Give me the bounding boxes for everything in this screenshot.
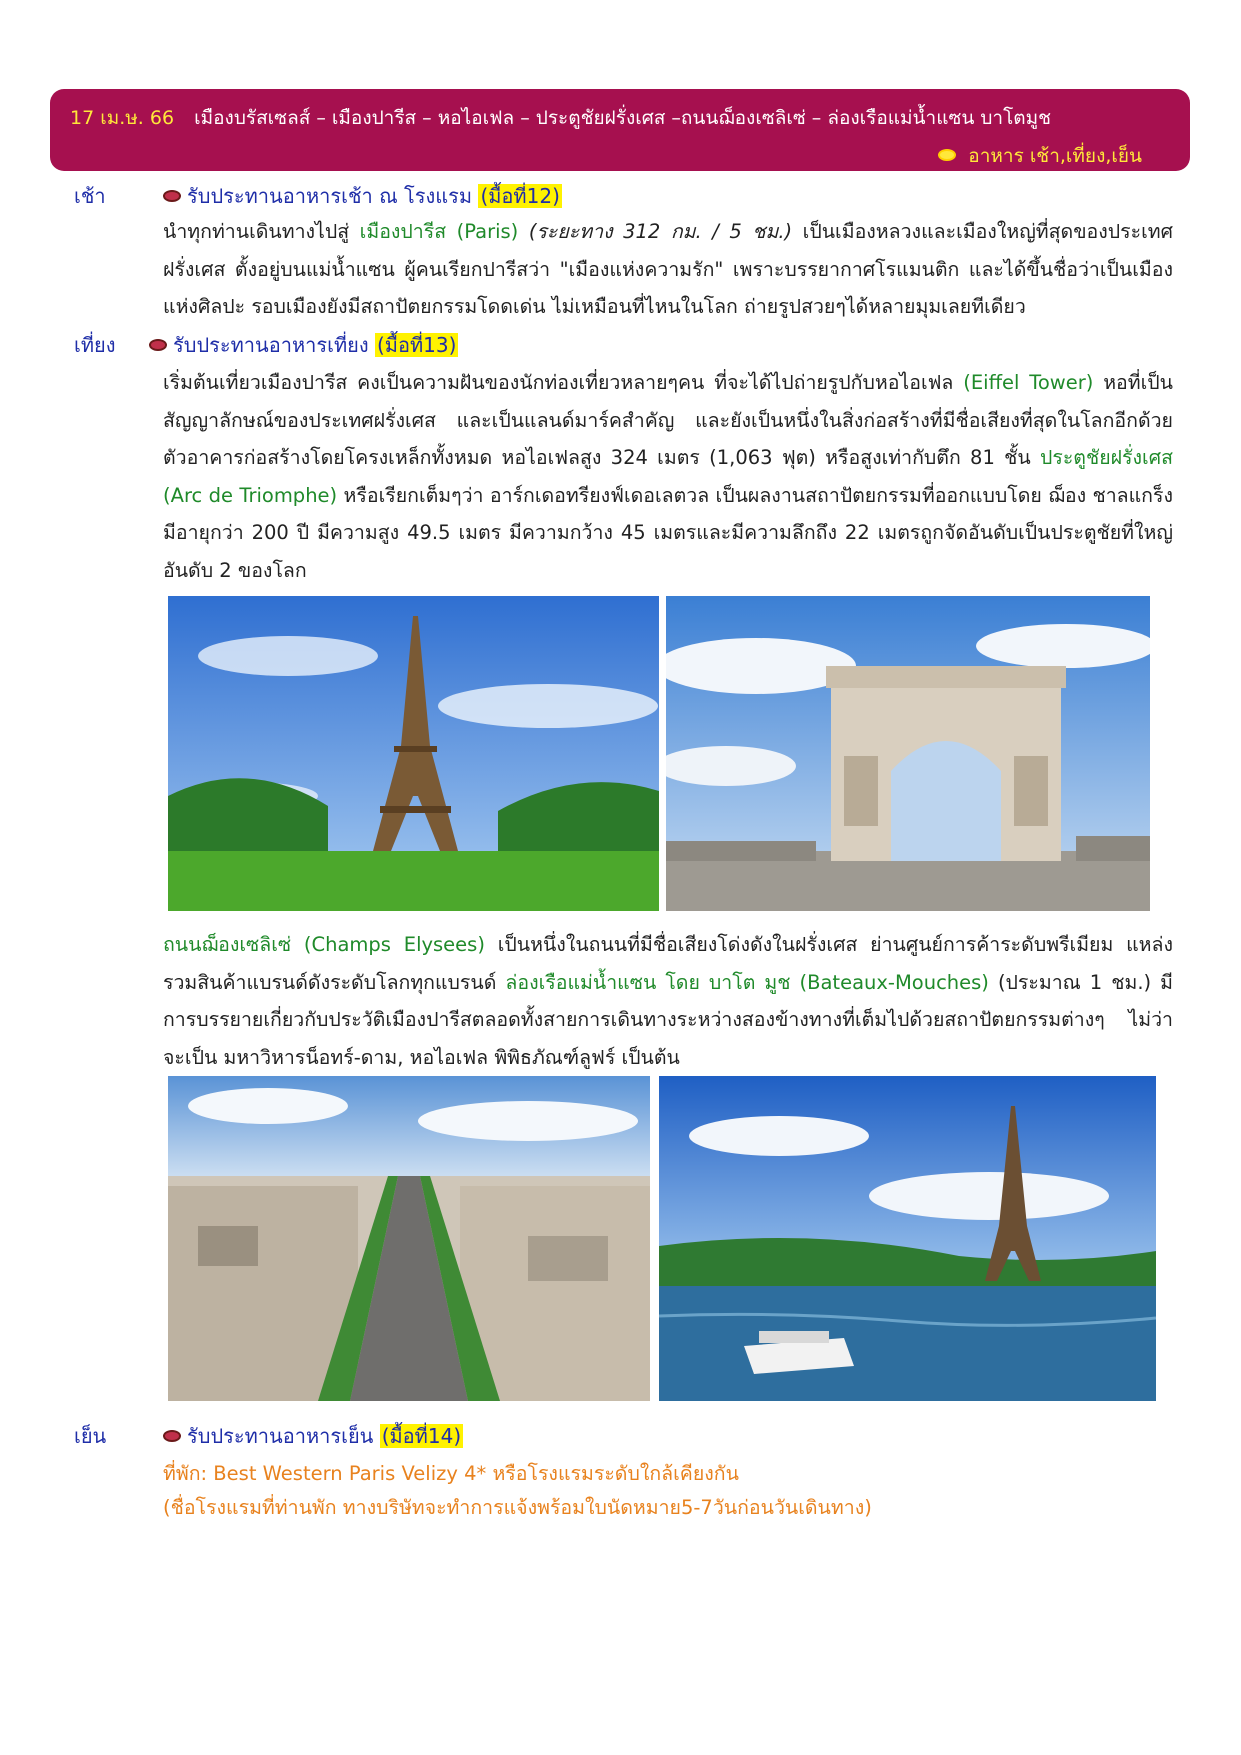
- para1-text-a: นำทุกท่านเดินทางไปสู่: [163, 220, 360, 243]
- day-route: เมืองบรัสเซลส์ – เมืองปารีส – หอไอเฟล – ประตูชัยฝรั่งเศส –ถนนฌ็องเซลิเซ่ – ล่องเรือแม่น้ำแซน บาโตมูช: [194, 107, 1052, 129]
- para1-text-b: เป็นเมืองหลวงและเมืองใหญ่ที่สุดของประเทศฝรั่งเศส ตั้งอยู่บนแม่น้ำแซน ผู้คนเรียกปารีสว่า "เมืองแห่งความรัก" เพราะบรรยากาศโรแมนติก และได้ขึ้นชื่อว่าเป็นเมืองแห่งศิลปะ รอบเมืองยังมีสถาปัตยกรรมโดดเด่น ไม่เหมือนที่ไหนในโลก ถ่ายรูปสวยๆได้หลายมุมเลยทีเดียว: [163, 220, 1174, 318]
- lunch-label: เที่ยง: [74, 333, 116, 357]
- arc-name: ประตูชัยฝรั่งเศส (Arc de Triomphe): [163, 446, 1173, 507]
- plate-icon: [149, 339, 167, 351]
- day-header-banner: [50, 89, 1190, 171]
- day-header-line: [70, 103, 1170, 133]
- plate-icon: [163, 1430, 181, 1442]
- champs-name: ถนนฌ็องเซลิเซ่ (Champs Elysees): [163, 933, 485, 956]
- breakfast-row: [163, 180, 562, 212]
- photo-champs-elysees: [168, 1076, 650, 1401]
- plate-icon: [938, 149, 956, 161]
- eiffel-name: (Eiffel Tower): [963, 371, 1094, 394]
- day-meals-text: อาหาร เช้า,เที่ยง,เย็น: [968, 145, 1142, 167]
- photo-eiffel-tower: [168, 596, 659, 911]
- photo-arc-de-triomphe: [666, 596, 1150, 911]
- photo-seine-cruise: [659, 1076, 1156, 1401]
- lunch-meal-number: (มื้อที่13): [376, 333, 457, 357]
- paragraph-eiffel-arc: [163, 364, 1173, 589]
- hotel-name: ที่พัก: Best Western Paris Velizy 4* หรือโรงแรมระดับใกล้เคียงกัน: [163, 1462, 739, 1485]
- para1-distance: (ระยะทาง 312 กม. / 5 ชม.): [518, 220, 803, 243]
- day-meals: [70, 141, 1170, 171]
- para3-text-a: เป็นหนึ่งในถนนที่มีชื่อเสียงโด่งดังในฝรั่งเศส ย่านศูนย์การค้าระดับพรีเมียม แหล่งรวมสินค้าแบรนด์ดังระดับโลกทุกแบรนด์: [163, 933, 1174, 994]
- para2-text-c: หรือเรียกเต็มๆว่า อาร์กเดอทรียงฟ์เดอเลตวล เป็นผลงานสถาปัตยกรรมที่ออกแบบโดย ฌ็อง ชาลแกร็ง มีอายุกว่า 200 ปี มีความสูง 49.5 เมตร มีความกว้าง 45 เมตรและมีความลึกถึง 22 เมตรถูกจัดอันดับเป็นประตูชัยที่ใหญ่อันดับ 2 ของโลก: [163, 483, 1173, 582]
- para3-text-b: (ประมาณ 1 ชม.) มีการบรรยายเกี่ยวกับประวัติเมืองปารีสตลอดทั้งสายการเดินทางระหว่างสองข้างทางที่เต็มไปด้วยสถาปัตยกรรมต่างๆ ไม่ว่าจะเป็น มหาวิหารน็อทร์-ดาม, หอไอเฟล พิพิธภัณฑ์ลูฟร์ เป็นต้น: [163, 970, 1173, 1069]
- paragraph-champs-cruise: [163, 926, 1173, 1076]
- para2-text-b: หอที่เป็นสัญญาลักษณ์ของประเทศฝรั่งเศส และเป็นแลนด์มาร์คสำคัญ และยังเป็นหนึ่งในสิ่งก่อสร้างที่มีชื่อเสียงที่สุดในโลกอีกด้วย ตัวอาคารก่อสร้างโดยโครงเหล็กทั้งหมด หอไอเฟลสูง 324 เมตร (1,063 ฟุต) หรือสูงเท่ากับตึก 81 ชั้น: [163, 371, 1173, 469]
- paris-link-text: เมืองปารีส (Paris): [359, 220, 519, 243]
- plate-icon: [163, 190, 181, 202]
- para2-text-a: เริ่มต้นเที่ยวเมืองปารีส คงเป็นความฝันของนักท่องเที่ยวหลายๆคน ที่จะได้ไปถ่ายรูปกับหอไอเฟล: [163, 371, 964, 394]
- dinner-row: [163, 1420, 463, 1452]
- cruise-name: ล่องเรือแม่น้ำแซน โดย บาโต มูช (Bateaux-Mouches): [505, 970, 989, 994]
- dinner-label: เย็น: [74, 1424, 107, 1448]
- dinner-meal-number: (มื้อที่14): [381, 1424, 462, 1448]
- day-date: 17 เม.ษ. 66: [70, 107, 175, 129]
- lunch-row: [149, 329, 458, 361]
- paragraph-paris-intro: [163, 213, 1173, 326]
- breakfast-meal-number: (มื้อที่12): [480, 184, 560, 208]
- hotel-note: (ชื่อโรงแรมที่ท่านพัก ทางบริษัทจะทำการแจ้งพร้อมใบนัดหมาย5-7วันก่อนวันเดินทาง): [163, 1496, 872, 1519]
- breakfast-text: รับประทานอาหารเช้า ณ โรงแรม: [187, 184, 473, 208]
- breakfast-label: เช้า: [74, 184, 106, 208]
- dinner-text: รับประทานอาหารเย็น: [187, 1424, 374, 1448]
- lunch-text: รับประทานอาหารเที่ยง: [173, 333, 369, 357]
